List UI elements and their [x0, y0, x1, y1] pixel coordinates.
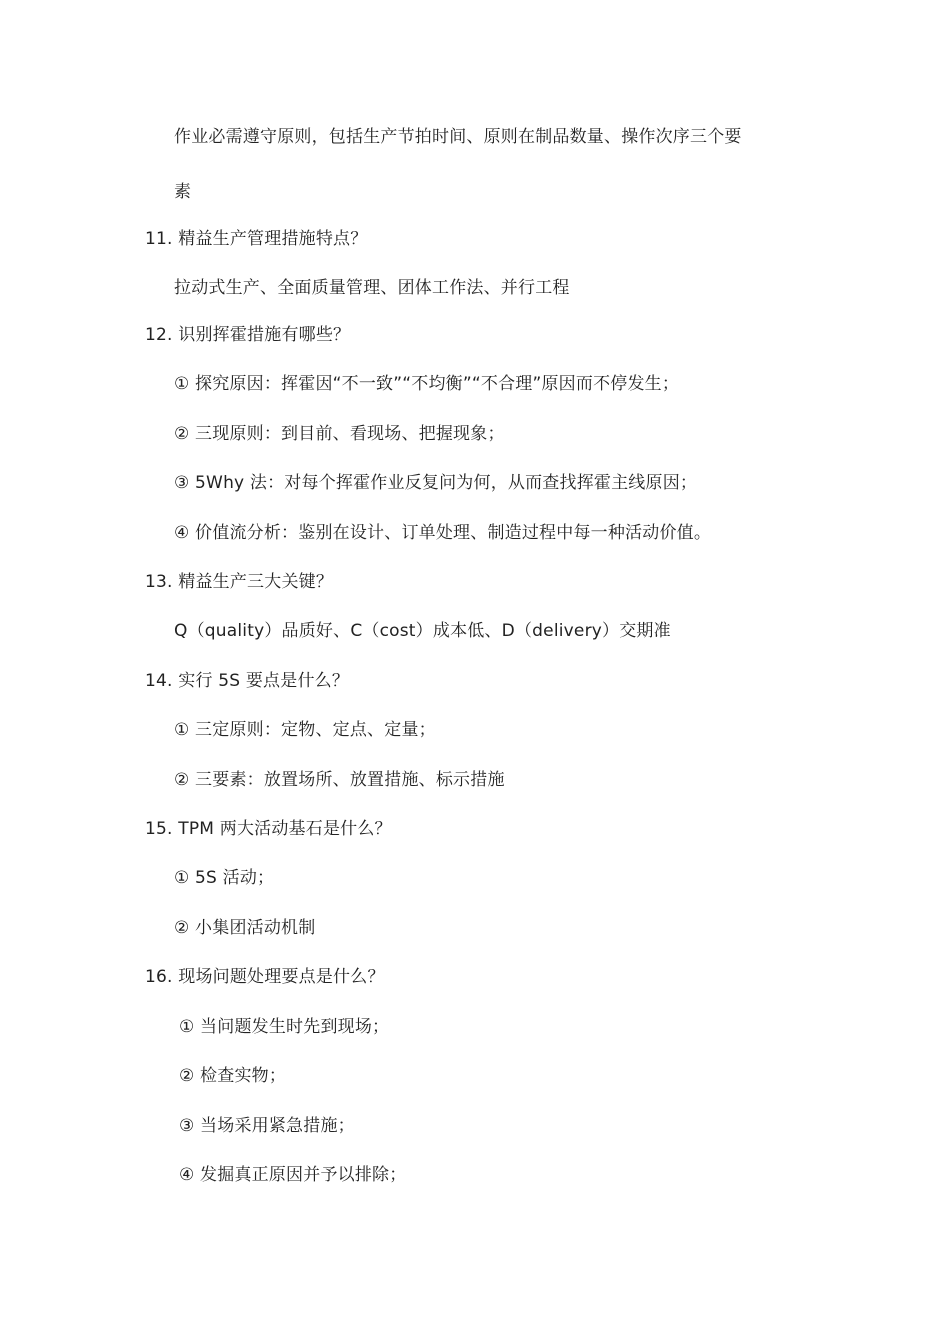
- question-heading: 12. 识别挥霍措施有哪些？: [145, 325, 351, 345]
- answer-line: 拉动式生产、全面质量管理、团体工作法、并行工程: [174, 278, 570, 298]
- answer-line: ① 三定原则：定物、定点、定量；: [174, 720, 436, 740]
- paragraph-line: 素: [174, 182, 192, 202]
- answer-line: ② 小集团活动机制: [174, 918, 316, 938]
- answer-line: ④ 价值流分析：鉴别在设计、订单处理、制造过程中每一种活动价值。: [174, 523, 712, 543]
- answer-line: ③ 当场采用紧急措施；: [179, 1116, 355, 1136]
- question-heading: 13. 精益生产三大关键？: [145, 572, 334, 592]
- answer-line: ④ 发掘真正原因并予以排除；: [179, 1165, 407, 1185]
- answer-line: ② 检查实物；: [179, 1066, 287, 1086]
- question-heading: 15. TPM 两大活动基石是什么？: [145, 819, 392, 839]
- answer-line: ① 探究原因：挥霍因“不一致”“不均衡”“不合理”原因而不停发生；: [174, 374, 680, 394]
- answer-line: ③ 5Why 法：对每个挥霍作业反复问为何，从而查找挥霍主线原因；: [174, 473, 698, 493]
- answer-line: ② 三现原则：到目前、看现场、把握现象；: [174, 424, 505, 444]
- question-heading: 16. 现场问题处理要点是什么？: [145, 967, 385, 987]
- paragraph-line: 作业必需遵守原则，包括生产节拍时间、原则在制品数量、操作次序三个要: [174, 127, 742, 147]
- answer-line: Q（quality）品质好、C（cost）成本低、D（delivery）交期准: [174, 621, 671, 641]
- answer-line: ① 5S 活动；: [174, 868, 275, 888]
- answer-line: ② 三要素：放置场所、放置措施、标示措施: [174, 770, 505, 790]
- question-heading: 11. 精益生产管理措施特点？: [145, 229, 368, 249]
- question-heading: 14. 实行 5S 要点是什么？: [145, 671, 350, 691]
- answer-line: ① 当问题发生时先到现场；: [179, 1017, 390, 1037]
